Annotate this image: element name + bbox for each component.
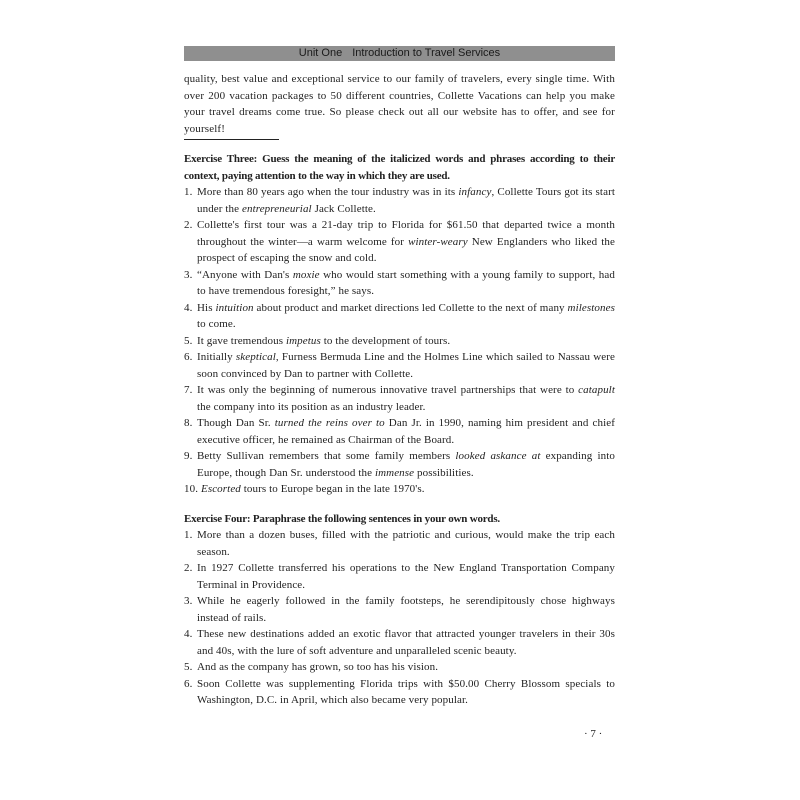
list-item <box>184 184 615 217</box>
item-number: 8. <box>184 417 193 429</box>
header-unit: Unit One <box>298 47 343 59</box>
item-number: 4. <box>184 301 193 314</box>
exercise-four-list <box>184 527 615 709</box>
list-item <box>184 217 615 267</box>
list-item <box>184 593 615 626</box>
item-number: 7. <box>184 384 193 396</box>
item-number: 2. <box>184 219 193 231</box>
item-number: 3. <box>184 595 193 607</box>
item-number: 1. <box>184 186 193 198</box>
item-text: While he eagerly followed in the family footsteps, he serendipitously chose highways instead of rails. <box>197 595 615 624</box>
list-item <box>184 349 615 382</box>
list-item <box>184 659 615 676</box>
italic-term: turned the reins over to <box>274 417 385 429</box>
item-number: 3. <box>184 268 193 281</box>
item-text: His intuition about product and market directions led Collette to the next of many milestones to come. <box>197 301 615 330</box>
item-text: In 1927 Collette transferred his operations to the New England Transportation Company Terminal in Providence. <box>197 562 615 591</box>
item-number: 1. <box>184 529 193 541</box>
list-item <box>184 481 615 498</box>
header-title: Introduction to Travel Services <box>352 47 501 59</box>
list-item <box>184 676 615 709</box>
item-text: Collette's first tour was a 21-day trip to Florida for $61.50 that departed twice a month throughout the winter—a warm welcome for winter-weary New Englanders who liked the prospect of escaping the snow and cold. <box>197 219 616 264</box>
list-item <box>184 300 615 333</box>
italic-term: catapult <box>578 384 615 396</box>
item-text: These new destinations added an exotic flavor that attracted younger travelers in their 30s and 40s, with the lure of soft adventure and unparalleled scenic beauty. <box>197 628 615 657</box>
list-item <box>184 626 615 659</box>
item-number: 6. <box>184 677 193 690</box>
item-text: More than a dozen buses, filled with the patriotic and curious, would make the trip each season. <box>197 529 615 558</box>
item-text: And as the company has grown, so too has his vision. <box>197 661 439 673</box>
item-number: 5. <box>184 661 193 673</box>
page-content <box>184 46 615 709</box>
exercise-three-list <box>184 184 615 498</box>
italic-term: infancy <box>458 186 492 198</box>
exercise-four-heading: Exercise Four: Paraphrase the following sentences in your own words. <box>184 512 500 525</box>
list-item <box>184 415 615 448</box>
italic-term: immense <box>374 466 415 479</box>
item-text: Though Dan Sr. turned the reins over to Dan Jr. in 1990, naming him president and chief executive officer, he remained as Chairman of the Board. <box>197 417 615 446</box>
exercise-three-heading: Exercise Three: Guess the meaning of the italicized words and phrases according to their context, paying attention to the way in which they are used. <box>184 153 615 182</box>
item-text: It gave tremendous impetus to the development of tours. <box>197 334 451 347</box>
italic-term: milestones <box>567 301 615 314</box>
item-text: Betty Sullivan remembers that some family members looked askance at expanding into Europe, though Dan Sr. understood the immense possibilities. <box>197 450 615 479</box>
item-number: 6. <box>184 351 193 363</box>
italic-term: skeptical <box>235 351 276 363</box>
item-text: “Anyone with Dan's moxie who would start something with a young family to support, had to have tremendous foresight,” he says. <box>197 268 615 297</box>
italic-term: Escorted <box>201 483 241 495</box>
item-number: 9. <box>184 450 193 462</box>
list-item <box>184 333 615 350</box>
footnote-divider <box>184 139 279 140</box>
item-text: Initially skeptical, Furness Bermuda Line and the Holmes Line which sailed to Nassau were soon convinced by Dan to partner with Collette. <box>197 351 615 380</box>
intro-paragraph: quality, best value and exceptional service to our family of travelers, every single time. With over 200 vacation packages to 50 different countries, Collette Vacations can help you make your travel dreams come true. So please check out all our website has to offer, and see for yourself! <box>184 73 615 135</box>
page-number: · 7 · <box>584 728 603 740</box>
italic-term: looked askance at <box>455 450 541 462</box>
list-item <box>184 527 615 560</box>
item-text: It was only the beginning of numerous innovative travel partnerships that were to catapult the company into its position as an industry leader. <box>197 384 615 413</box>
list-item <box>184 382 615 415</box>
list-item <box>184 560 615 593</box>
item-number: 4. <box>184 628 193 640</box>
item-number: 2. <box>184 562 193 574</box>
italic-term: moxie <box>292 268 320 281</box>
item-text: More than 80 years ago when the tour industry was in its infancy, Collette Tours got its start under the entrepreneurial Jack Collette. <box>197 186 615 215</box>
list-item <box>184 448 615 481</box>
italic-term: winter-weary <box>408 235 468 248</box>
italic-term: intuition <box>215 301 254 314</box>
item-text: Soon Collette was supplementing Florida trips with $50.00 Cherry Blossom specials to Washington, D.C. in April, which also became very popular. <box>197 677 615 706</box>
italic-term: entrepreneurial <box>241 202 312 215</box>
list-item <box>184 267 615 300</box>
item-text: Escorted tours to Europe began in the late 1970's. <box>201 483 425 495</box>
item-number: 10. <box>184 483 199 495</box>
item-number: 5. <box>184 334 193 347</box>
italic-term: impetus <box>285 334 321 347</box>
running-header <box>184 46 615 61</box>
